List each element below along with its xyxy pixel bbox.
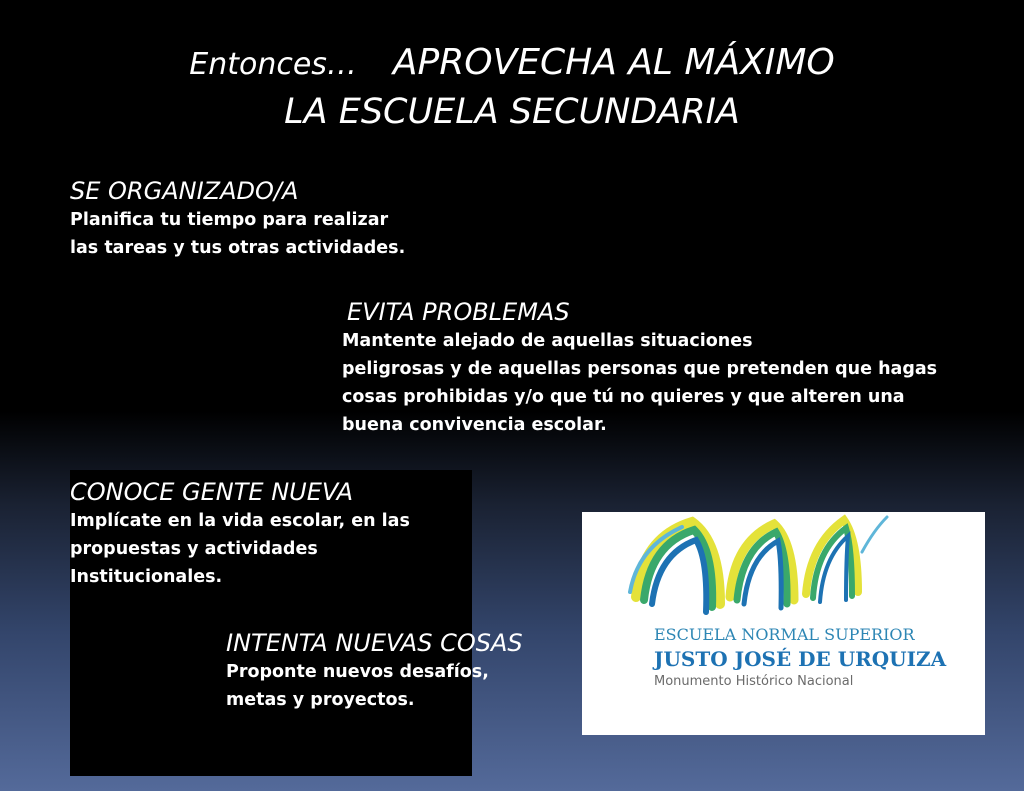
logo-text-subtitle: Monumento Histórico Nacional xyxy=(654,674,854,689)
body-line: las tareas y tus otras actividades. xyxy=(70,238,406,258)
title-line-1 xyxy=(0,42,1024,83)
section-body xyxy=(226,658,523,714)
title-prefix: Entonces… xyxy=(189,47,357,82)
section-heading: EVITA PROBLEMAS xyxy=(347,298,570,326)
section-heading: INTENTA NUEVAS COSAS xyxy=(226,629,523,657)
section-intenta-cosas xyxy=(226,628,523,714)
body-line: cosas prohibidas y/o que tú no quieres y que alteren una xyxy=(342,387,905,407)
body-line: metas y proyectos. xyxy=(226,690,415,710)
section-body xyxy=(342,327,937,439)
body-line: Implícate en la vida escolar, en las xyxy=(70,511,410,531)
school-arches-logo xyxy=(582,512,985,735)
body-line: Institucionales. xyxy=(70,567,223,587)
body-line: Planifica tu tiempo para realizar xyxy=(70,210,389,230)
section-body xyxy=(70,507,410,591)
title-line-2: LA ESCUELA SECUNDARIA xyxy=(284,92,740,132)
body-line: Mantente alejado de aquellas situaciones xyxy=(342,331,753,351)
logo-text-school: ESCUELA NORMAL SUPERIOR xyxy=(654,625,915,644)
section-evita-problemas xyxy=(342,297,937,439)
section-conoce-gente xyxy=(70,477,410,591)
school-logo-card xyxy=(582,512,985,735)
body-line: buena convivencia escolar. xyxy=(342,415,607,435)
section-heading: SE ORGANIZADO/A xyxy=(70,177,299,205)
title-main: APROVECHA AL MÁXIMO xyxy=(392,42,835,83)
logo-text-name: JUSTO JOSÉ DE URQUIZA xyxy=(654,647,947,671)
section-body xyxy=(70,206,405,262)
section-heading: CONOCE GENTE NUEVA xyxy=(70,478,354,506)
body-line: peligrosas y de aquellas personas que pretenden que hagas xyxy=(342,359,938,379)
section-organizado xyxy=(70,176,405,262)
body-line: propuestas y actividades xyxy=(70,539,318,559)
body-line: Proponte nuevos desafíos, xyxy=(226,662,489,682)
